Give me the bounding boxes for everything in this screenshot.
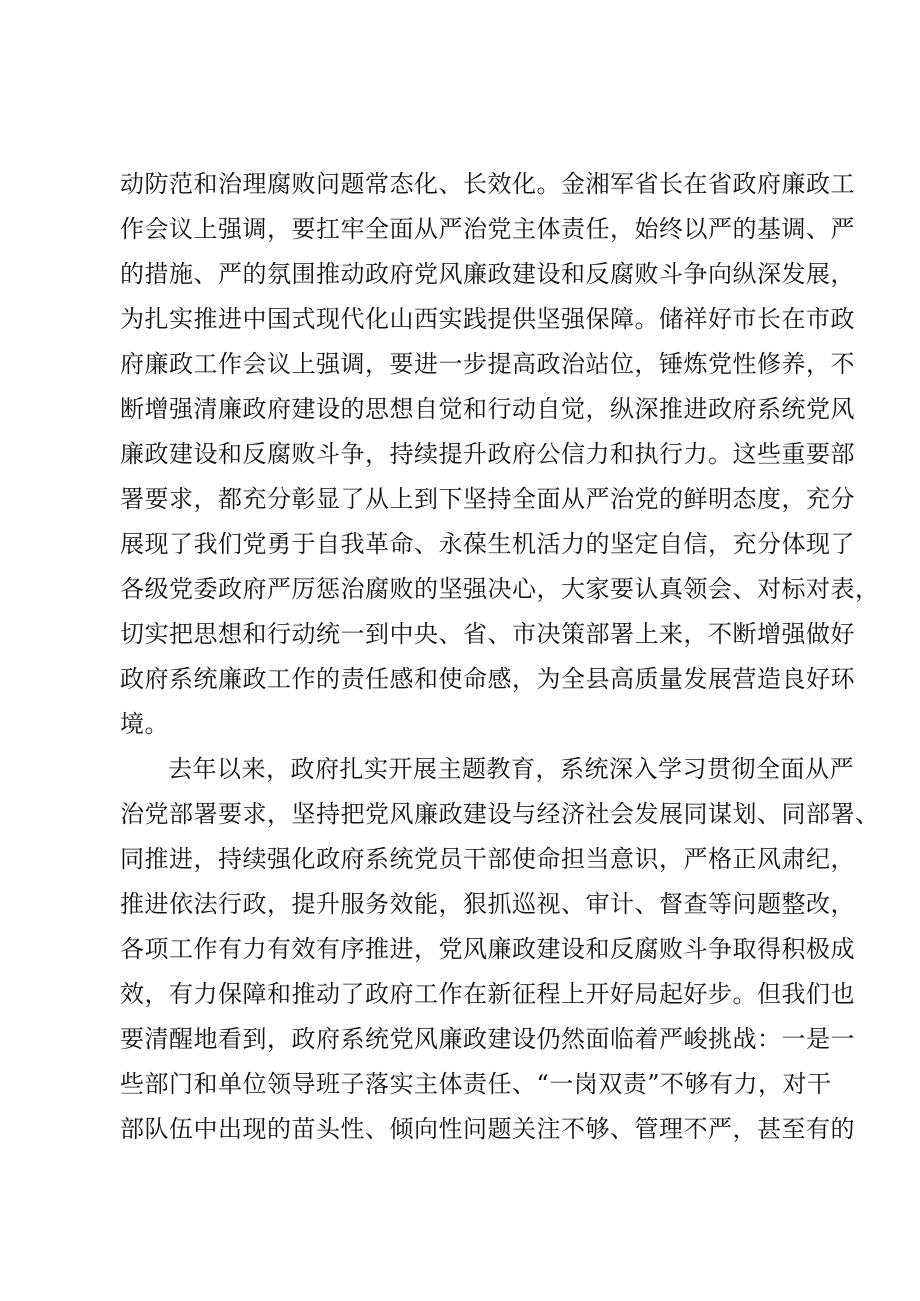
text-line: 廉政建设和反腐败斗争，持续提升政府公信力和执行力。这些重要部 — [120, 440, 855, 468]
text-line: 切实把思想和行动统一到中央、省、市决策部署上来，不断增强做好 — [120, 620, 855, 648]
text-line: 治党部署要求，坚持把党风廉政建设与经济社会发展同谋划、同部署、 — [120, 800, 880, 828]
text-line: 各项工作有力有效有序推进，党风廉政建设和反腐败斗争取得积极成 — [120, 935, 855, 963]
text-line: 要清醒地看到，政府系统党风廉政建设仍然面临着严峻挑战：一是一 — [120, 1025, 855, 1053]
text-line: 动防范和治理腐败问题常态化、长效化。金湘军省长在省政府廉政工 — [120, 170, 855, 198]
text-line: 展现了我们党勇于自我革命、永葆生机活力的坚定自信，充分体现了 — [120, 530, 855, 558]
text-line: 断增强清廉政府建设的思想自觉和行动自觉，纵深推进政府系统党风 — [120, 395, 855, 423]
text-line: 同推进，持续强化政府系统党员干部使命担当意识，严格正风肃纪， — [120, 845, 855, 873]
text-line: 效，有力保障和推动了政府工作在新征程上开好局起好步。但我们也 — [120, 980, 855, 1008]
text-line: 去年以来，政府扎实开展主题教育，系统深入学习贯彻全面从严 — [168, 755, 854, 783]
text-line: 署要求，都充分彰显了从上到下坚持全面从严治党的鲜明态度，充分 — [120, 485, 855, 513]
text-line: 为扎实推进中国式现代化山西实践提供坚强保障。储祥好市长在市政 — [120, 305, 855, 333]
text-line: 作会议上强调，要扛牢全面从严治党主体责任，始终以严的基调、严 — [120, 215, 855, 243]
text-line: 些部门和单位领导班子落实主体责任、“一岗双责”不够有力，对干 — [120, 1070, 832, 1098]
text-line: 各级党委政府严厉惩治腐败的坚强决心，大家要认真领会、对标对表， — [120, 575, 880, 603]
text-line: 境。 — [120, 710, 169, 738]
text-line: 府廉政工作会议上强调，要进一步提高政治站位，锤炼党性修养，不 — [120, 350, 855, 378]
text-line: 推进依法行政，提升服务效能，狠抓巡视、审计、督查等问题整改， — [120, 890, 855, 918]
text-line: 的措施、严的氛围推动政府党风廉政建设和反腐败斗争向纵深发展， — [120, 260, 855, 288]
text-line: 政府系统廉政工作的责任感和使命感，为全县高质量发展营造良好环 — [120, 665, 855, 693]
text-line: 部队伍中出现的苗头性、倾向性问题关注不够、管理不严，甚至有的 — [120, 1115, 855, 1143]
